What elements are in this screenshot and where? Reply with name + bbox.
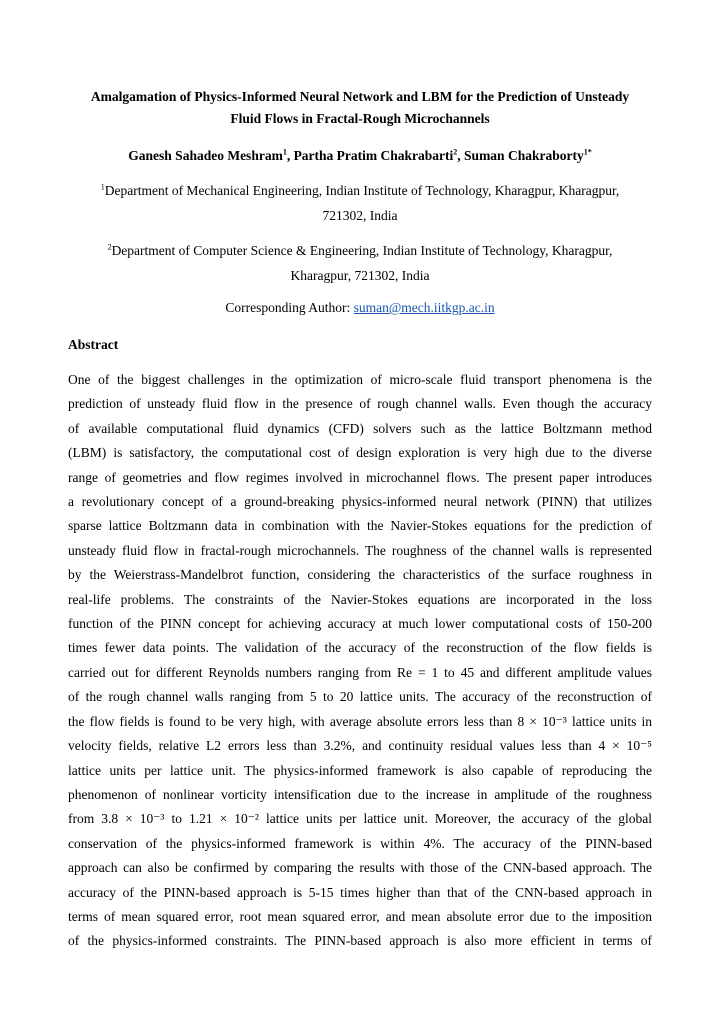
abstract-line: sparse lattice Boltzmann data in combination with the Navier-Stokes equations for the prediction of [68,518,652,534]
author-name: Suman Chakraborty [464,148,584,163]
abstract-line: by the Weierstrass-Mandelbrot function, considering the characteristics of the surface roughness in [68,567,652,583]
abstract-line: approach can also be confirmed by comparing the results with those of the CNN-based approach. The [68,860,652,876]
abstract-line: One of the biggest challenges in the optimization of micro-scale fluid transport phenomena is the [68,372,652,387]
affiliation-1 [68,178,652,228]
author-list [40,146,680,166]
abstract-line: accuracy of the PINN-based approach is 5-15 times higher than that of the CNN-based approach in [68,884,652,900]
abstract-line: times fewer data points. The validation of the accuracy of the reconstruction of the flow fields is [68,640,652,656]
affiliation-mark: 1 [100,182,105,192]
corresponding-email-link[interactable]: suman@mech.iitkgp.ac.in [353,300,495,315]
abstract-body [68,368,652,954]
affiliation-line: Department of Computer Science & Engineering, Indian Institute of Technology, Kharagpur, [111,243,613,258]
abstract-line: (LBM) is satisfactory, the computational cost of design exploration is very high due to the diverse [68,445,652,461]
abstract-line: a revolutionary concept of a ground-breaking physics-informed neural network (PINN) that utilizes [68,494,652,510]
corresponding-author [40,298,680,318]
paper-title-line-1: Amalgamation of Physics-Informed Neural Network and LBM for the Prediction of Unsteady [90,89,630,104]
paper-title-line-2: Fluid Flows in Fractal-Rough Microchannels [230,111,490,126]
affiliation-line: Kharagpur, 721302, India [290,268,430,283]
abstract-line: terms of mean squared error, root mean squared error, and mean absolute error due to the imposition [68,908,652,924]
abstract-line: unsteady fluid flow in fractal-rough microchannels. The roughness of the channel walls is represented [68,542,652,558]
author-affiliation-mark: 1* [583,147,592,157]
corresponding-author-label: Corresponding Author: [225,300,354,315]
abstract-line: of available computational fluid dynamics (CFD) solvers such as the lattice Boltzmann method [68,420,652,436]
affiliation-line: 721302, India [322,208,398,223]
author-affiliation-mark: 2 [453,147,458,157]
abstract-line: of the physics-informed constraints. The PINN-based approach is also more efficient in terms of [68,933,652,949]
author-separator: , [457,148,465,163]
abstract-line: of the rough channel walls ranging from 5 to 20 lattice units. The accuracy of the reconstruction of [68,689,652,705]
abstract-line: velocity fields, relative L2 errors less than 3.2%, and continuity residual values less than 4 × 10⁻⁵ [68,738,652,754]
abstract-line: function of the PINN concept for achieving accuracy at much lower computational costs of 150-200 [68,616,652,632]
author-name: Partha Pratim Chakrabarti [293,148,454,163]
paper-title [60,86,660,130]
abstract-line: range of geometries and flow regimes involved in microchannel flows. The present paper introduces [68,469,652,485]
author-affiliation-mark: 1 [282,147,287,157]
author-separator: , [286,148,294,163]
abstract-line: carried out for different Reynolds numbers ranging from Re = 1 to 45 and different amplitude values [68,664,652,680]
abstract-line: conservation of the physics-informed framework is within 4%. The accuracy of the PINN-based [68,835,652,851]
abstract-line: from 3.8 × 10⁻³ to 1.21 × 10⁻² lattice units per lattice unit. Moreover, the accuracy of the global [68,811,652,827]
abstract-heading: Abstract [68,337,119,352]
affiliation-mark: 2 [107,242,112,252]
abstract-line: prediction of unsteady fluid flow in the presence of rough channel walls. Even though the accuracy [68,396,652,412]
abstract-line: real-life problems. The constraints of the Navier-Stokes equations are incorporated in the loss [68,591,652,607]
abstract-line: the flow fields is found to be very high, with average absolute errors less than 8 × 10⁻³ lattice units in [68,713,652,729]
abstract-line: lattice units per lattice unit. The physics-informed framework is also capable of reproducing the [68,762,652,778]
author-name: Ganesh Sahadeo Meshram [128,148,283,163]
affiliation-2 [68,238,652,288]
abstract-line: phenomenon of nonlinear vorticity intensification due to the increase in amplitude of the roughness [68,786,652,802]
affiliation-line: Department of Mechanical Engineering, Indian Institute of Technology, Kharagpur, Kharagpur, [104,183,620,198]
